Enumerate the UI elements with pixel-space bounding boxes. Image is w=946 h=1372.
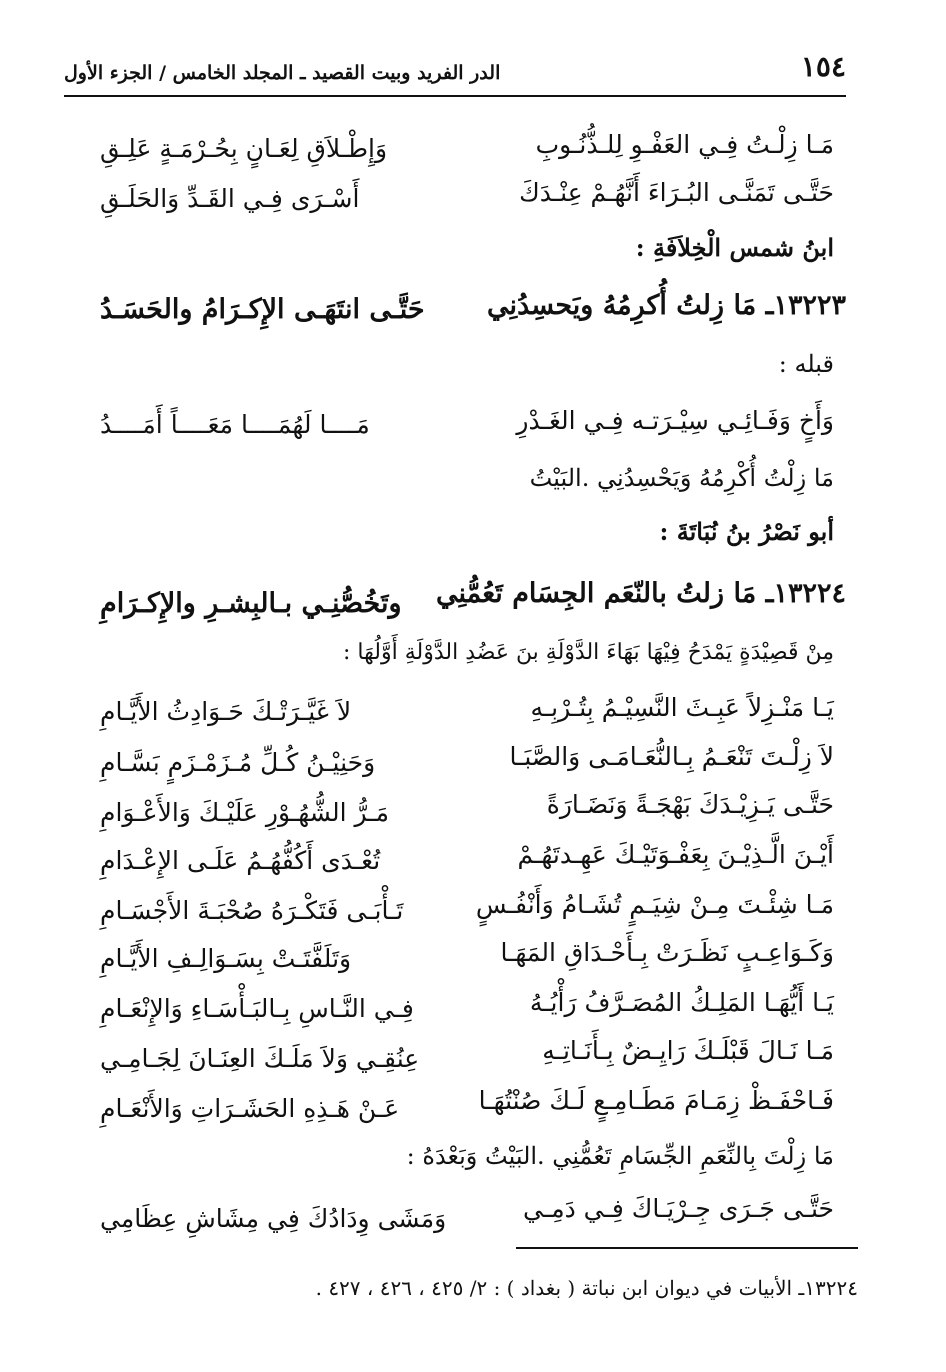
verse-hemistich-left: وَحَنِيْـنُ كُـلِّ مُـزَمْـزَمٍ بَسَّـامِ xyxy=(100,748,376,777)
footnote: ١٣٢٢٤ـ الأبيات في ديوان ابن نباتة ( بغداد ) : ٢/ ٤٢٥ ، ٤٢٦ ، ٤٢٧ . xyxy=(315,1276,858,1300)
verse-hemistich-right: مَـا زِلْـتُ فِـي العَفْـوِ لِلـذُّنُـوبِ xyxy=(535,130,834,159)
verse-hemistich-right: يَـا أَيُّهَـا المَلِـكُ المُصَـرَّفُ رَأْيُـهُ xyxy=(529,988,834,1017)
verse-hemistich-right: حَتَّـى يَـزِيْـدَكَ بَهْجَـةً وَنَضَـارَةً xyxy=(546,790,834,819)
numbered-verse-right: ١٣٢٢٣ـ مَا زِلتُ أُكرِمُهُ ويَحسِدُنِي xyxy=(487,290,846,321)
verse-hemistich-left: مَــــا لَهُمَــــا مَعَــــاً أَمَــــدُ xyxy=(100,410,370,439)
verse-hemistich-right: فَـاحْفَـظْ زِمَـامَ مَطَـامِـعٍ لَـكَ صُنْتُهَـا xyxy=(478,1086,834,1115)
before-label: قبله : xyxy=(778,350,834,378)
quote-line: مَا زِلْتُ أُكْرِمُهُ وَيَحْسِدُنِي .البَيْتُ xyxy=(529,464,834,492)
numbered-verse-left: حَتَّـى انتَهَـى الإِكـرَامُ والحَسَـدُ xyxy=(100,294,425,325)
poet-heading: ابنُ شمس الْخِلاَفَةِ : xyxy=(635,233,834,262)
verse-hemistich-left: وَإِطْـلاَقِ لِعَـانٍ بِحُـرْمَـةٍ عَلِـقِ xyxy=(100,134,388,163)
verse-hemistich-right: وَكَـوَاعِـبٍ نَظَـرَتْ بِـأَحْـدَاقِ المَهَـا xyxy=(500,938,834,967)
verse-hemistich-right: لاَ زِلْـتَ تَنْعَـمُ بِـالنُّعَـامَـى وَالصَّبَـا xyxy=(509,742,834,771)
verse-hemistich-left: وَتَلَفَّتَـتْ بِسَـوَالِـفِ الأَيَّـامِ xyxy=(100,944,352,973)
verse-hemistich-right: وَأَخٍ وَفَـائِـي سِيْـرَتـه فِـي الغَـدْرِ xyxy=(516,406,834,435)
footnote-rule xyxy=(516,1247,858,1249)
verse-hemistich-left: عَـنْ هَـذِهِ الحَشَـرَاتِ وَالأَنْعَـامِ xyxy=(100,1094,400,1123)
verse-hemistich-right: حَتَّـى جَـرَى جِـرْيَـاكَ فِـي دَمِـي xyxy=(523,1194,834,1223)
verse-hemistich-right: أَيْـنَ الَّـذِيْـنَ بِعَفْـوَتَيْـكَ عَهِـدتَهُـمْ xyxy=(517,840,834,869)
after-line: مَا زِلْتَ بِالنِّعَمِ الجِّسَامِ تَعُمُّنِي .البَيْتُ وَبَعْدَهُ : xyxy=(406,1142,834,1170)
verse-hemistich-right: مَـا شِئْـتَ مِـنْ شِيَـمٍ تُشَـامُ وَأَنْفُـسٍ xyxy=(475,890,834,919)
verse-hemistich-right: مَـا نَـالَ قَبْلَـكَ رَايِـضٌ بِـأَنَـاتِـهِ xyxy=(542,1036,834,1065)
verse-hemistich-right: يَـا مَنْـزِلاً عَبِـثَ النَّسِيْـمُ بِتُـرْبِـهِ xyxy=(530,693,834,722)
verse-hemistich-left: تُعْـدَى أَكُفُّهُـمُ عَلَـى الإِعْـدَامِ xyxy=(100,846,381,875)
verse-hemistich-left: أَسْـرَى فِـي القَـدِّ وَالحَلَـقِ xyxy=(100,184,360,213)
poet-heading: أبو نَصْرُ بنُ نُبَاتَةَ : xyxy=(659,517,834,546)
header-rule xyxy=(64,95,846,97)
numbered-verse-left: وتَخُصُّنِـي بـالبِشـرِ والإِكـرَامِ xyxy=(100,588,402,619)
poem-intro: مِنْ قَصِيْدَةٍ يَمْدَحُ فِيْهَا بَهَاءَ الدَّوْلَةِ بنَ عَضُدِ الدَّوْلَةِ أَوَّلُهَا : xyxy=(343,640,834,665)
page-number: ١٥٤ xyxy=(800,50,846,83)
verse-hemistich-right: حَتَّـى تَمَنَّـى البُـرَاءَ أَنَّهُـمْ عِنْـدَكَ xyxy=(519,178,834,207)
numbered-verse-right: ١٣٢٢٤ـ مَا زلتُ بالنّعَم الجِسَام تَعُمُّنِي xyxy=(436,578,846,609)
verse-hemistich-left: لاَ غَيَّـرَتْـكَ حَـوَادِثُ الأَيَّـامِ xyxy=(100,697,352,726)
verse-hemistich-left: عِنُقِـي وَلاَ مَلَـكَ العِنَـانَ لِجَـامِـي xyxy=(100,1044,420,1073)
running-title: الدر الفريد وبيت القصيد ـ المجلد الخامس / الجزء الأول xyxy=(64,62,501,84)
verse-hemistich-left: مَـرُّ الشُّهُـوْرِ عَلَيْـكَ وَالأَعْـوَامِ xyxy=(100,798,390,827)
verse-hemistich-left: فِـي النَّـاسِ بِـالبَـأْسَـاءِ وَالإِنْعَـامِ xyxy=(100,994,414,1023)
verse-hemistich-left: تَـأْبَـى فَتَكْـرَهُ صُحْبَـةَ الأَجْسَـامِ xyxy=(100,896,404,925)
verse-hemistich-left: وَمَشَى وِدَادُكَ فِي مِشَاشِ عِظَامِي xyxy=(100,1204,447,1233)
page-header xyxy=(64,46,846,96)
